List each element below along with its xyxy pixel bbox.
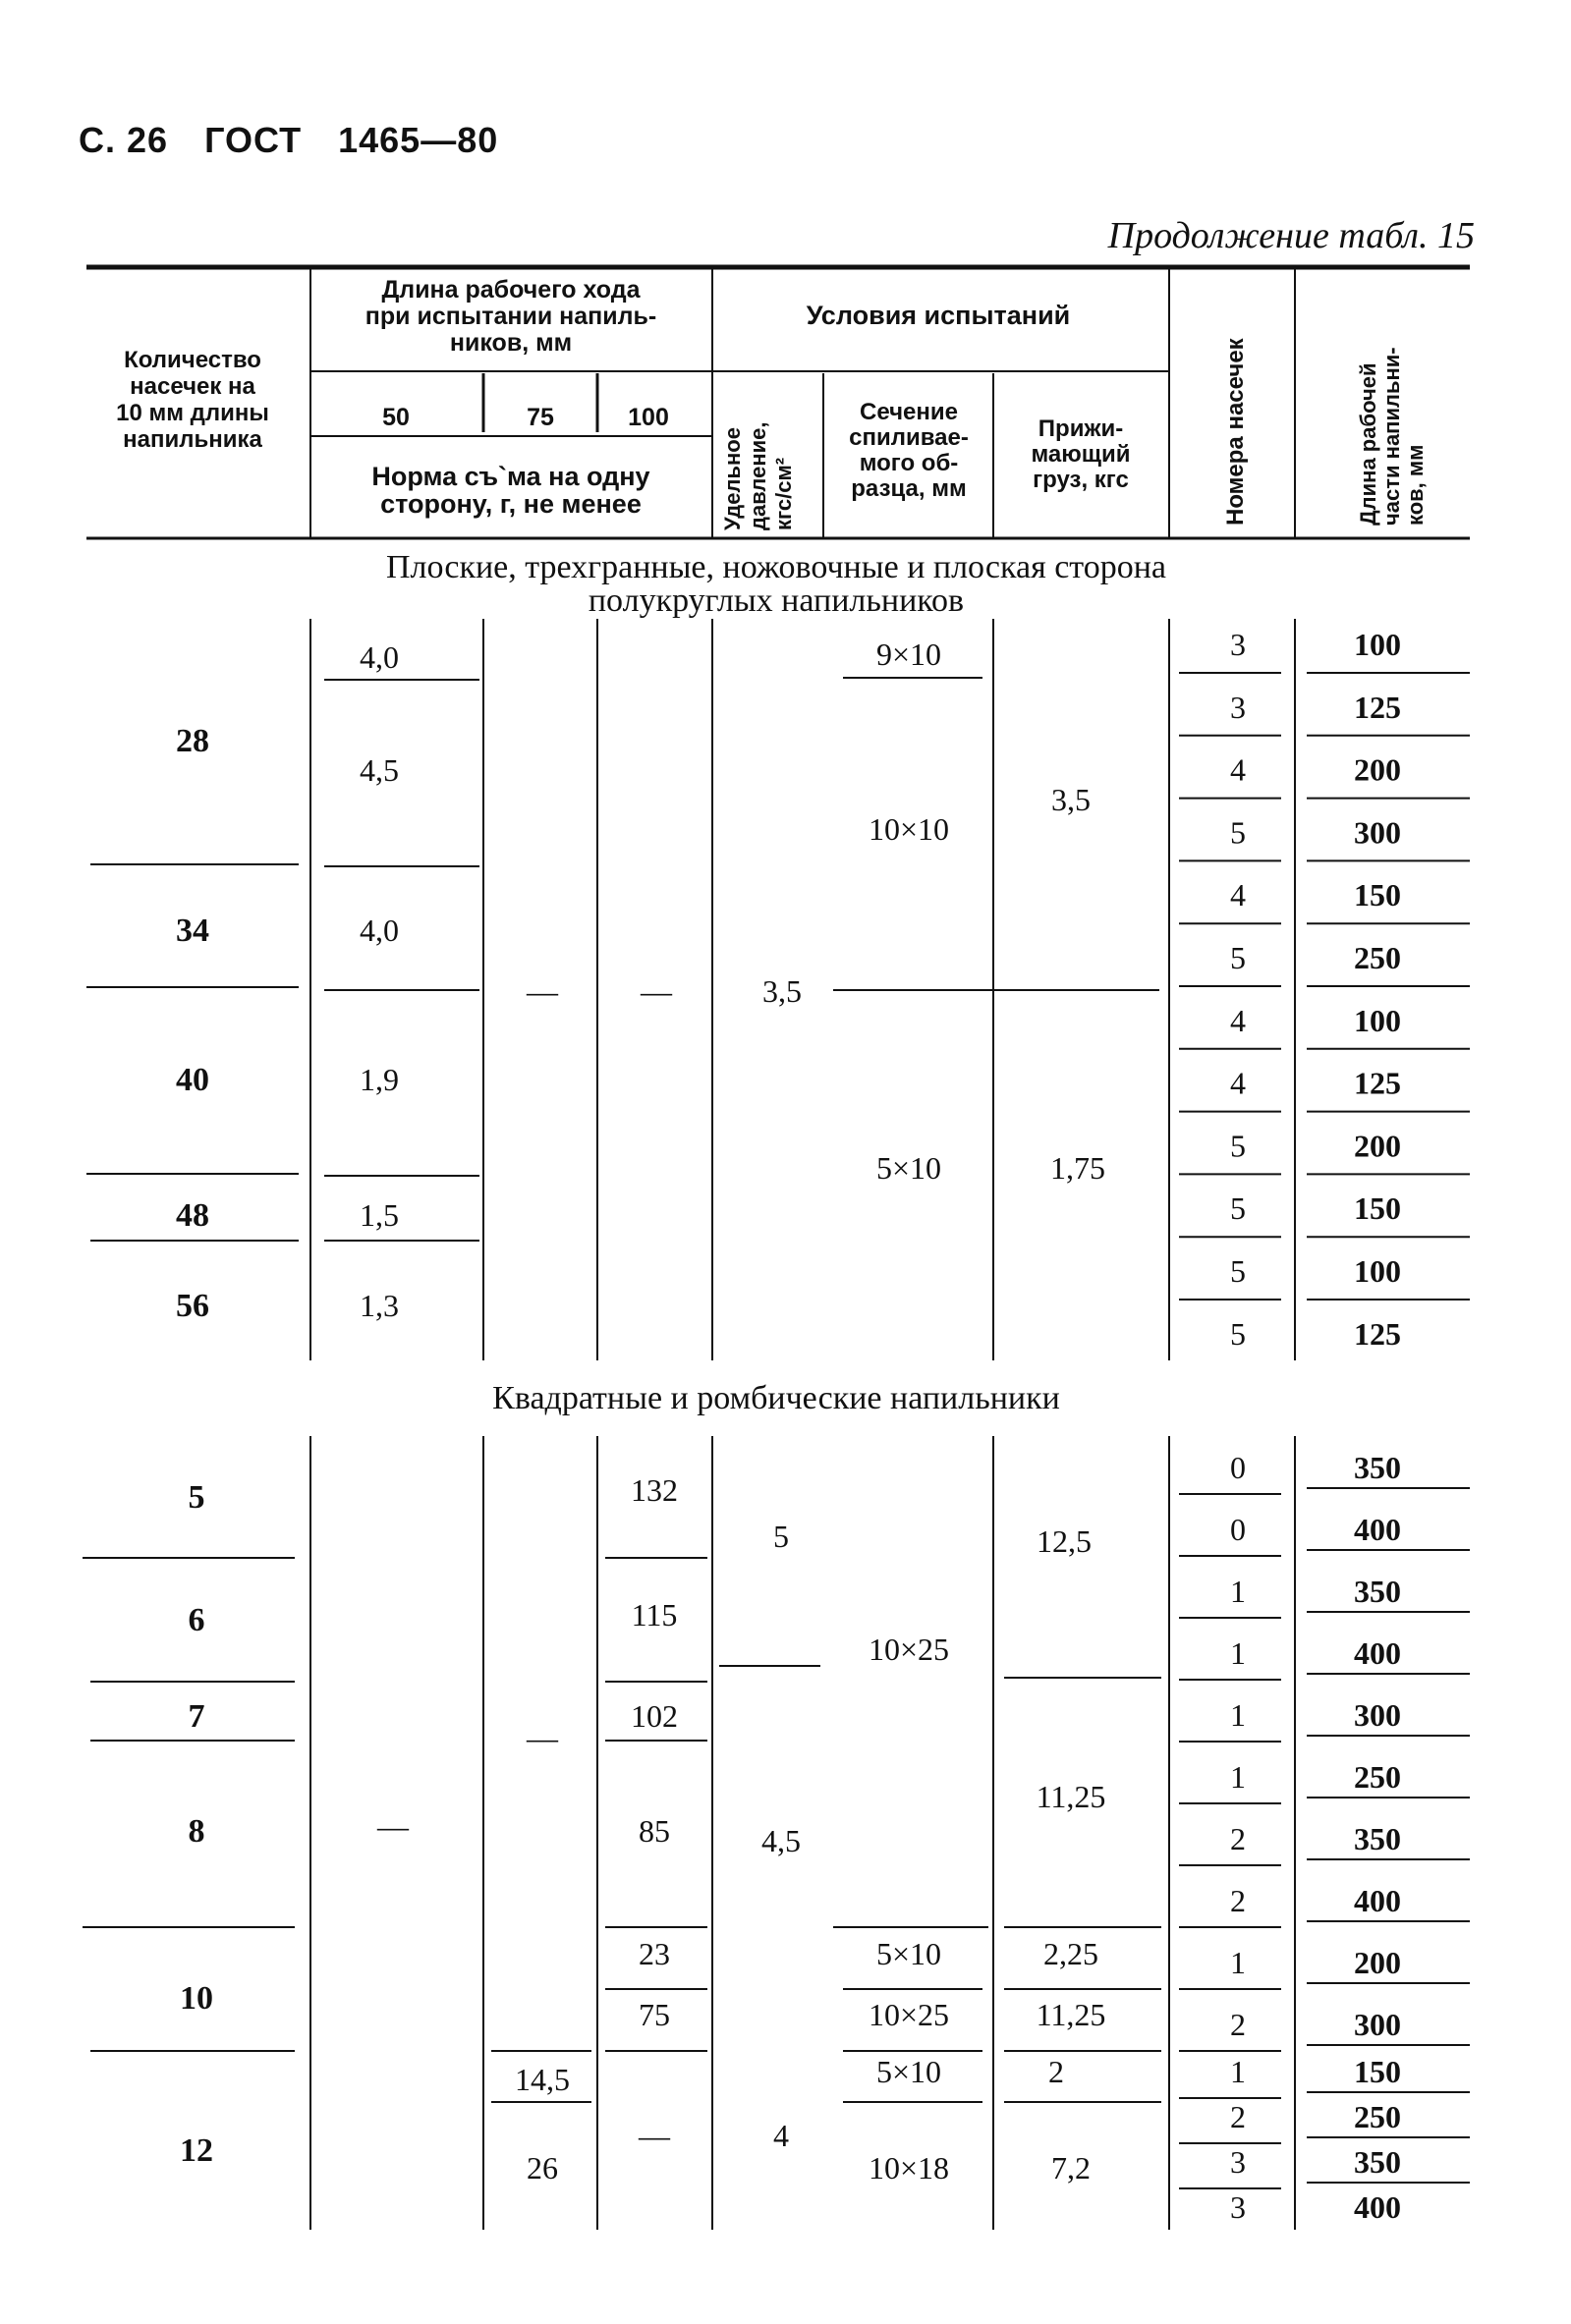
sample-section: 10×18 (868, 2150, 950, 2186)
load-value: 1,75 (1050, 1150, 1105, 1186)
file-length: 350 (1354, 2144, 1401, 2180)
dash-cell: — (527, 1720, 558, 1755)
file-length: 250 (1354, 1759, 1401, 1795)
norm-value: 1,9 (360, 1062, 399, 1097)
load-value: 2 (1048, 2054, 1064, 2089)
file-length: 400 (1354, 1512, 1401, 1547)
file-length: 400 (1354, 2189, 1401, 2225)
header-pressure-text: давление, (746, 421, 770, 530)
notch-number: 5 (1230, 1128, 1246, 1164)
table-continuation-label: Продолжение табл. 15 (1107, 215, 1475, 256)
section-title: Плоские, трехгранные, ножовочные и плоская сторона (385, 549, 1167, 585)
norm-value: 4,0 (360, 913, 399, 948)
file-length: 300 (1354, 814, 1401, 851)
header-pressure-text: Удельное (720, 427, 745, 530)
dash-cell: — (639, 2118, 670, 2153)
file-length: 150 (1354, 2054, 1401, 2089)
notch-number: 1 (1230, 1945, 1246, 1980)
notch-number: 4 (1230, 877, 1246, 913)
pressure-value: 3,5 (762, 973, 802, 1009)
file-length: 100 (1354, 1253, 1401, 1289)
file-length: 200 (1354, 751, 1401, 788)
header-stroke-text: Длина рабочего хода (381, 276, 641, 304)
notch-number: 1 (1230, 1574, 1246, 1609)
file-length: 125 (1354, 1315, 1401, 1352)
norm-value: 26 (527, 2150, 558, 2186)
header-count-text: напильника (123, 426, 262, 453)
notch-count: 34 (176, 913, 209, 949)
header-pressure-text: кгс/см² (771, 457, 796, 530)
page-label: С. 26 (79, 120, 169, 160)
notch-number: 4 (1230, 1002, 1246, 1038)
header-load-text: мающий (1031, 441, 1131, 468)
sample-section: 9×10 (875, 636, 942, 672)
header-load-text: Прижи- (1038, 415, 1124, 442)
norm-value: 23 (639, 1936, 670, 1971)
notch-count: 12 (180, 2132, 213, 2169)
norm-value: 1,5 (360, 1197, 399, 1233)
header-section-text: мого об- (859, 450, 959, 476)
norm-value: 14,5 (515, 2062, 570, 2097)
load-value: 12,5 (1037, 1523, 1092, 1559)
file-length: 150 (1354, 877, 1401, 913)
notch-number: 5 (1230, 940, 1246, 975)
file-length: 200 (1354, 1945, 1401, 1980)
notch-count: 48 (176, 1197, 209, 1234)
header-stroke-75: 75 (527, 404, 554, 431)
norm-value: 102 (631, 1698, 678, 1734)
notch-count: 8 (188, 1813, 205, 1850)
header-stroke-50: 50 (382, 404, 410, 431)
notch-number: 1 (1230, 1697, 1246, 1733)
section-title: полукруглых напильников (588, 582, 965, 619)
header-count-text: 10 мм длины (116, 400, 269, 426)
pressure-value: 5 (773, 1519, 789, 1554)
notch-number: 5 (1230, 814, 1246, 851)
notch-number: 2 (1230, 2007, 1246, 2042)
sample-section: 5×10 (875, 1936, 942, 1971)
file-length: 250 (1354, 2099, 1401, 2134)
file-length: 250 (1354, 940, 1401, 975)
sample-section: 10×10 (868, 811, 950, 847)
notch-count: 5 (188, 1479, 205, 1516)
notch-number: 1 (1230, 1635, 1246, 1671)
file-length: 200 (1354, 1128, 1401, 1164)
file-length: 125 (1354, 1065, 1401, 1101)
notch-number: 5 (1230, 1315, 1246, 1352)
notch-number: 0 (1230, 1512, 1246, 1547)
sample-section: 5×10 (875, 2054, 942, 2089)
file-length: 100 (1354, 627, 1401, 662)
header-load-text: груз, кгс (1033, 467, 1129, 493)
header-section-text: Сечение (860, 399, 958, 425)
notch-number: 5 (1230, 1190, 1246, 1227)
standard-label: ГОСТ (204, 120, 303, 160)
file-length: 350 (1354, 1821, 1401, 1856)
section-title: Квадратные и ромбические напильники (492, 1380, 1060, 1416)
notch-number: 4 (1230, 751, 1246, 788)
header-section-text: разца, мм (851, 475, 967, 502)
load-value: 3,5 (1051, 782, 1091, 817)
file-length: 300 (1354, 2007, 1401, 2042)
load-value: 7,2 (1051, 2150, 1091, 2186)
load-value: 11,25 (1036, 1779, 1106, 1814)
load-value: 2,25 (1043, 1936, 1098, 1971)
norm-value: 132 (631, 1472, 678, 1508)
norm-value: 115 (631, 1597, 678, 1632)
norm-value: 1,3 (360, 1288, 399, 1323)
notch-number: 5 (1230, 1253, 1246, 1289)
header-stroke-100: 100 (628, 404, 669, 431)
norm-value: 75 (639, 1997, 670, 2032)
header-stroke-text: ников, мм (449, 329, 573, 357)
notch-number: 2 (1230, 1883, 1246, 1918)
file-length: 400 (1354, 1635, 1401, 1671)
notch-count: 6 (188, 1602, 205, 1638)
notch-count: 10 (180, 1980, 213, 2017)
notch-number: 4 (1230, 1065, 1246, 1101)
file-length: 350 (1354, 1450, 1401, 1485)
header-conditions-text: Условия испытаний (806, 301, 1071, 330)
sample-section: 5×10 (875, 1150, 942, 1186)
standard-number: 1465—80 (338, 120, 499, 160)
pressure-value: 4,5 (761, 1823, 801, 1858)
file-length: 150 (1354, 1190, 1401, 1227)
header-section-text: спиливае- (849, 424, 969, 451)
notch-count: 7 (188, 1698, 205, 1735)
header-length-text: части напильни- (1379, 347, 1404, 526)
header-numbers-text: Номера насечек (1222, 338, 1249, 526)
file-length: 350 (1354, 1574, 1401, 1609)
header-stroke-text: при испытании напиль- (365, 303, 657, 330)
notch-count: 28 (176, 723, 209, 759)
notch-number: 1 (1230, 2054, 1246, 2089)
header-length-text: ков, мм (1403, 444, 1428, 526)
load-value: 11,25 (1036, 1997, 1106, 2032)
sample-section: 10×25 (868, 1632, 950, 1667)
header-count-text: насечек на (130, 373, 255, 400)
notch-count: 40 (176, 1062, 209, 1098)
header-count-text: Количество (124, 347, 261, 373)
notch-number: 0 (1230, 1450, 1246, 1485)
dash-cell: — (377, 1808, 409, 1844)
pressure-value: 4 (773, 2118, 789, 2153)
header-length-text: Длина рабочей (1356, 362, 1380, 526)
dash-cell: — (527, 973, 558, 1009)
notch-number: 3 (1230, 627, 1246, 662)
norm-value: 4,0 (360, 639, 399, 675)
notch-number: 3 (1230, 689, 1246, 725)
notch-number: 2 (1230, 2099, 1246, 2134)
file-length: 100 (1354, 1002, 1401, 1038)
sample-section: 10×25 (868, 1997, 950, 2032)
file-length: 400 (1354, 1883, 1401, 1918)
notch-number: 1 (1230, 1759, 1246, 1795)
file-length: 125 (1354, 689, 1401, 725)
notch-number: 2 (1230, 1821, 1246, 1856)
norm-value: 85 (639, 1813, 670, 1849)
header-norm-text: сторону, г, не менее (380, 489, 642, 519)
header-norm-text: Норма съ`ма на одну (371, 462, 650, 491)
norm-value: 4,5 (360, 752, 399, 788)
notch-number: 3 (1230, 2189, 1246, 2225)
notch-number: 3 (1230, 2144, 1246, 2180)
notch-count: 56 (176, 1288, 209, 1324)
file-length: 300 (1354, 1697, 1401, 1733)
dash-cell: — (641, 973, 672, 1009)
